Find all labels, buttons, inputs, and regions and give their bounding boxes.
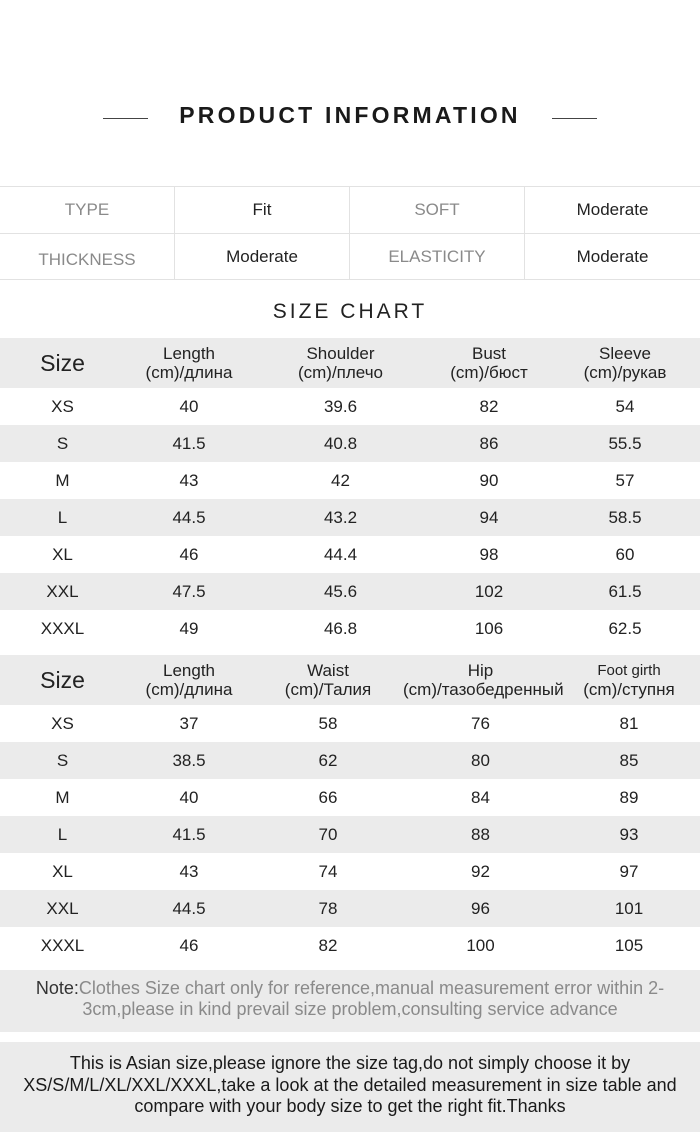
size-cell: S (56, 751, 69, 770)
measurement-cell: 101 (614, 899, 644, 918)
measurement-cell: 57 (615, 471, 635, 490)
table-header-row (0, 338, 700, 388)
measurement-cell: 97 (619, 862, 639, 881)
measurement-cell: 98 (479, 545, 499, 564)
divider-right (552, 118, 597, 119)
table-row (0, 927, 700, 964)
size-cell: XS (51, 397, 74, 416)
column-header-label: Waist (307, 661, 349, 680)
table-row (0, 536, 700, 573)
column-header (428, 344, 550, 382)
size-cell: L (57, 825, 68, 844)
table-row (0, 610, 700, 647)
column-header-unit: (cm)/тазобедренный (403, 680, 564, 699)
measurement-cell: 46 (179, 545, 199, 564)
measurement-cell: 37 (179, 714, 199, 733)
note-text: Clothes Size chart only for reference,manual measurement error within 2-3cm,please in kind prevail size problem,consulting service advance (78, 978, 665, 1019)
product-info-table (0, 186, 700, 280)
measurement-cell: 66 (318, 788, 338, 807)
column-header (550, 344, 700, 382)
asian-size-notice: This is Asian size,please ignore the size tag,do not simply choose it by XS/S/M/L/XL/XXL/XXXL,take a look at the detailed measurement in size table and compare with your body size to get the right fit.Thanks (0, 1042, 700, 1132)
measurement-cell: 89 (619, 788, 639, 807)
table-row (0, 425, 700, 462)
size-cell: XS (51, 714, 74, 733)
table-row (0, 388, 700, 425)
measurement-cell: 93 (619, 825, 639, 844)
info-value: Moderate (576, 246, 649, 266)
measurement-cell: 44.4 (323, 545, 358, 564)
size-cell: XL (52, 545, 73, 564)
table-row (0, 499, 700, 536)
column-header-unit: (cm)/Талия (284, 680, 372, 699)
table-header-row (0, 655, 700, 705)
note (0, 970, 700, 1032)
measurement-cell: 47.5 (172, 582, 206, 601)
info-value: Moderate (175, 234, 350, 279)
table-row (0, 573, 700, 610)
table-row (0, 816, 700, 853)
measurement-cell: 49 (179, 619, 199, 638)
table-row (0, 705, 700, 742)
column-header (403, 661, 564, 699)
column-header-label: Shoulder (306, 344, 375, 363)
size-table-bottom (0, 655, 700, 964)
measurement-cell: 41.5 (172, 825, 206, 844)
measurement-cell: 62.5 (608, 619, 642, 638)
size-chart-title: SIZE CHART (272, 300, 428, 323)
measurement-cell: 62 (318, 751, 338, 770)
measurement-cell: 61.5 (608, 582, 642, 601)
measurement-cell: 42 (331, 471, 350, 490)
measurement-cell: 58 (318, 714, 338, 733)
measurement-cell: 45.6 (323, 582, 358, 601)
column-header-unit: (cm)/длина (145, 680, 233, 699)
measurement-cell: 40 (179, 788, 199, 807)
measurement-cell: 80 (471, 751, 490, 770)
measurement-cell: 40.8 (323, 434, 358, 453)
table-row (0, 462, 700, 499)
measurement-cell: 100 (466, 936, 495, 955)
column-header-unit: (cm)/рукав (583, 363, 667, 382)
info-row (0, 233, 700, 279)
table-row (0, 853, 700, 890)
column-header-label: Size (40, 666, 85, 693)
column-header-label: Size (40, 349, 85, 376)
measurement-cell: 90 (479, 471, 499, 490)
measurement-cell: 105 (614, 936, 644, 955)
table-row (0, 742, 700, 779)
info-key: THICKNESS (0, 234, 175, 279)
column-header-label: Sleeve (599, 344, 651, 363)
header (0, 100, 700, 136)
size-cell: XL (52, 862, 73, 881)
info-row (0, 187, 700, 233)
measurement-cell: 44.5 (172, 508, 206, 527)
measurement-cell: 46.8 (323, 619, 358, 638)
measurement-cell: 74 (318, 862, 338, 881)
size-cell: XXL (46, 582, 79, 601)
measurement-cell: 88 (471, 825, 490, 844)
size-cell: M (55, 788, 70, 807)
measurement-cell: 102 (474, 582, 504, 601)
column-header-unit: (cm)/ступня (583, 680, 675, 699)
size-cell: S (56, 434, 69, 453)
measurement-cell: 38.5 (172, 751, 206, 770)
measurement-cell: 44.5 (172, 899, 206, 918)
measurement-cell: 82 (318, 936, 338, 955)
column-header-label: Hip (467, 661, 494, 680)
column-header (0, 666, 125, 693)
column-header-label: Foot girth (597, 662, 661, 679)
measurement-cell: 78 (318, 899, 338, 918)
size-cell: XXL (46, 899, 79, 918)
measurement-cell: 46 (179, 936, 199, 955)
measurement-cell: 40 (179, 397, 199, 416)
measurement-cell: 92 (471, 862, 490, 881)
column-header (125, 344, 253, 382)
table-row (0, 779, 700, 816)
measurement-cell: 106 (474, 619, 504, 638)
size-table-top (0, 338, 700, 647)
column-header (558, 661, 700, 699)
column-header-unit: (cm)/бюст (450, 363, 528, 382)
measurement-cell: 86 (479, 434, 499, 453)
measurement-cell: 39.6 (323, 397, 358, 416)
measurement-cell: 58.5 (608, 508, 642, 527)
measurement-cell: 70 (318, 825, 338, 844)
measurement-cell: 60 (615, 545, 635, 564)
measurement-cell: 82 (479, 397, 499, 416)
info-value: Fit (175, 187, 350, 233)
column-header (253, 661, 403, 699)
measurement-cell: 41.5 (172, 434, 206, 453)
note-label: Note: (35, 978, 79, 998)
measurement-cell: 94 (479, 508, 499, 527)
info-key: ELASTICITY (350, 234, 525, 279)
info-key: SOFT (350, 187, 525, 233)
size-cell: XXXL (40, 936, 85, 955)
column-header-label: Length (163, 661, 215, 680)
column-header-label: Bust (471, 344, 507, 363)
measurement-cell: 43 (179, 471, 199, 490)
column-header-label: Length (163, 344, 215, 363)
measurement-cell: 43 (179, 862, 199, 881)
size-cell: M (55, 471, 70, 490)
measurement-cell: 55.5 (608, 434, 642, 453)
measurement-cell: 84 (471, 788, 490, 807)
info-value: Moderate (576, 200, 649, 219)
size-cell: L (57, 508, 68, 527)
page-title: PRODUCT INFORMATION (179, 102, 521, 128)
measurement-cell: 43.2 (323, 508, 358, 527)
info-key: TYPE (0, 187, 175, 233)
measurement-cell: 85 (619, 751, 639, 770)
column-header (0, 349, 125, 376)
table-row (0, 890, 700, 927)
column-header-unit: (cm)/плечо (297, 363, 384, 382)
size-cell: XXXL (40, 619, 85, 638)
measurement-cell: 96 (471, 899, 490, 918)
column-header (125, 661, 253, 699)
column-header (253, 344, 428, 382)
column-header-unit: (cm)/длина (145, 363, 233, 382)
measurement-cell: 81 (619, 714, 639, 733)
measurement-cell: 54 (615, 397, 635, 416)
measurement-cell: 76 (471, 714, 490, 733)
